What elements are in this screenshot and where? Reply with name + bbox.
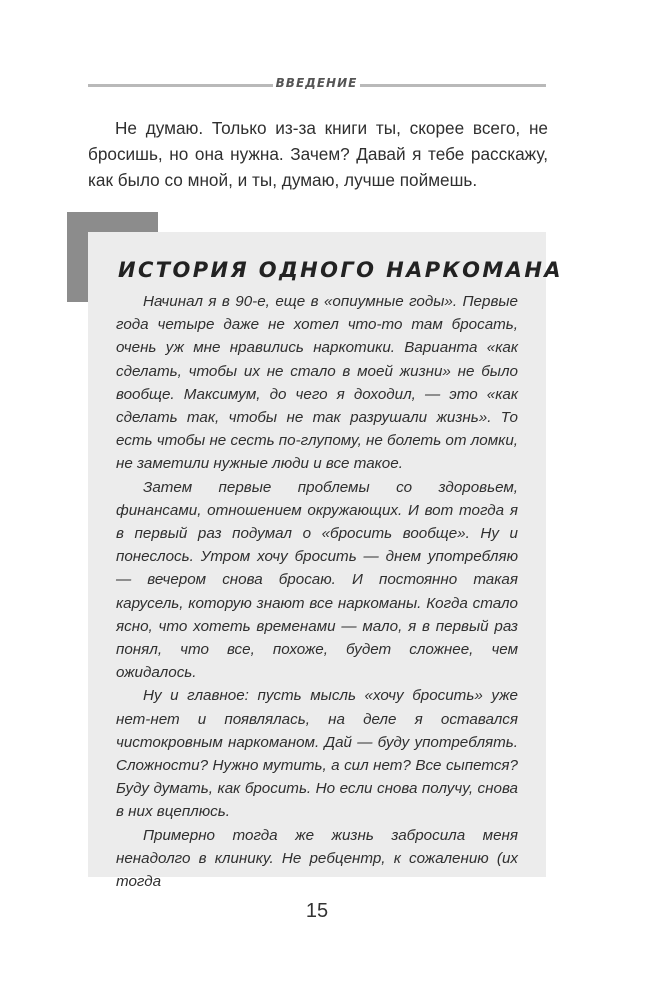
story-paragraph: Начинал я в 90-е, еще в «опиумные годы». Первые года четыре даже не хотел что-то там бросать, очень уж мне нравились наркотики. Варианта «как сделать, чтобы их не стало в моей жизни» не было вообще. Максимум, до чего я доходил, — это «как сделать так, чтобы не так разрушали жизнь». То есть чтобы не сесть по-глупому, не болеть от ломки, не заметили нужные люди и все такое. [116, 293, 518, 473]
story-text [116, 290, 518, 893]
header-rule-left [88, 84, 273, 87]
story-paragraph: Примерно тогда же жизнь забросила меня ненадолго в клинику. Не ребцентр, к сожалению (их тогда [116, 826, 518, 891]
story-title: ИСТОРИЯ ОДНОГО НАРКОМАНА [118, 258, 563, 282]
running-head: ВВЕДЕНИЕ [275, 76, 358, 90]
intro-paragraph: Не думаю. Только из-за книги ты, скорее всего, не бросишь, но она нужна. Зачем? Давай я тебе расскажу, как было со мной, и ты, думаю, лучше поймешь. [88, 118, 548, 190]
header-rule-right [360, 84, 546, 87]
story-paragraph: Затем первые проблемы со здоровьем, финансами, отношением окружающих. И вот тогда я в первый раз подумал о «бросить вообще». Ну и понеслось. Утром хочу бросить — днем употребляю — вечером снова бросаю. И постоянно такая карусель, которую знают все наркоманы. Когда стало ясно, что хотеть временами — мало, я в первый раз понял, что все, похоже, будет сложнее, чем ожидалось. [116, 478, 518, 682]
story-paragraph: Ну и главное: пусть мысль «хочу бросить» уже нет-нет и появлялась, на деле я оставался чистокровным наркоманом. Дай — буду употреблять. Сложности? Нужно мутить, а сил нет? Все сыпется? Буду думать, как бросить. Но если снова получу, снова в них вцеплюсь. [116, 687, 518, 821]
page-number: 15 [305, 900, 329, 922]
